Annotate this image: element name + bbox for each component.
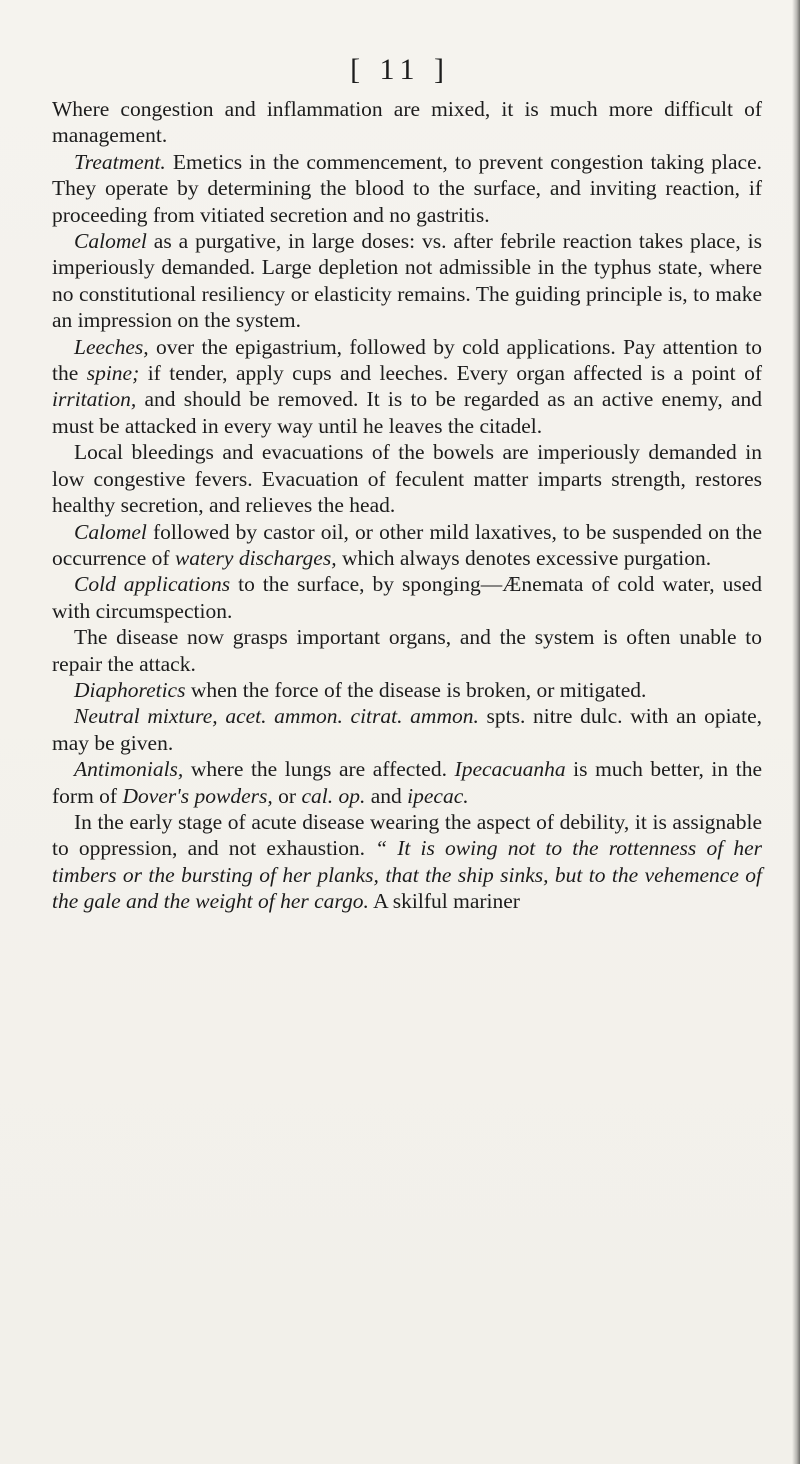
paragraph	[52, 334, 762, 440]
text-run: spts. nitre dulc. with an opiate, may be given.	[52, 704, 762, 755]
italic-text: Neutral mixture, acet. ammon. citrat. ammon.	[74, 704, 479, 729]
italic-text: spine;	[86, 361, 140, 386]
text-run: The disease now grasps important organs, and the system is often unable to repair the attack.	[52, 625, 762, 676]
italic-text: “ It is owing not to the rottenness of her timbers or the bursting of her planks, that the ship sinks, but to the vehemence of the gale and the weight of her cargo.	[52, 836, 762, 914]
text-run: Emetics in the commencement, to prevent congestion taking place. They operate by determining the blood to the surface, and inviting reaction, if proceeding from vitiated secretion and no gastritis.	[52, 149, 762, 227]
text-run: to the surface, by sponging—Ænemata of cold water, used with circumspection.	[52, 572, 762, 623]
italic-text: Leeches,	[74, 334, 149, 359]
paragraph	[52, 439, 762, 518]
paragraph	[52, 149, 762, 228]
page-edge-shadow	[792, 0, 800, 1464]
italic-text: irritation,	[52, 387, 137, 412]
paragraph	[52, 228, 762, 334]
text-run: when the force of the disease is broken, or mitigated.	[185, 677, 647, 702]
text-run: is much better, in the form of	[52, 757, 762, 808]
text-run: and should be removed. It is to be regarded as an active enemy, and must be attacked in every way until he leaves the citadel.	[52, 387, 762, 438]
paragraph	[52, 677, 762, 703]
italic-text: Treatment.	[74, 149, 166, 174]
italic-text: Diaphoretics	[74, 677, 186, 702]
text-run: A skilful mariner	[368, 889, 520, 914]
paragraph	[52, 571, 762, 624]
text-run: Local bleedings and evacuations of the bowels are imperiously demanded in low congestive fevers. Evacuation of feculent matter imparts strength, restores healthy secretion, and relieves the head.	[52, 440, 762, 518]
italic-text: Calomel	[74, 519, 147, 544]
text-run: or	[272, 783, 302, 808]
italic-text: Calomel	[74, 229, 147, 254]
italic-text: Ipecacuanha	[454, 757, 566, 782]
text-run: Where congestion and inflammation are mixed, it is much more difficult of management.	[52, 97, 762, 148]
italic-text: Cold applications	[74, 572, 231, 597]
page-number: [ 11 ]	[350, 53, 450, 86]
paragraph	[52, 96, 762, 149]
text-run: over the epigastrium, followed by cold applications. Pay attention to the	[52, 334, 762, 386]
text-run: which always denotes excessive purgation.	[336, 545, 712, 570]
italic-text: Antimonials,	[74, 757, 184, 782]
body-text	[52, 96, 762, 915]
paragraph	[52, 624, 762, 677]
text-run: In the early stage of acute disease wearing the aspect of debility, it is assignable to oppression, and not exhaustion.	[52, 809, 762, 861]
text-run: followed by castor oil, or other mild laxatives, to be suspended on the occurrence of	[52, 519, 762, 570]
paragraph	[52, 519, 762, 572]
paragraph	[52, 809, 762, 915]
italic-text: watery discharges,	[174, 545, 337, 570]
italic-text: Dover's powders,	[122, 783, 273, 808]
italic-text: ipecac.	[407, 783, 469, 808]
text-run: if tender, apply cups and leeches. Every organ affected is a point of	[139, 361, 762, 386]
text-run: as a purgative, in large doses: vs. after febrile reaction takes place, is imperiously demanded. Large depletion not admissible in the typhus state, where no constitutional resiliency or elasticity remains. The guiding principle is, to make an impression on the system.	[52, 229, 762, 333]
italic-text: cal. op.	[301, 783, 366, 808]
paragraph	[52, 703, 762, 756]
text-run: where the lungs are affected.	[183, 757, 455, 782]
text-run: and	[365, 783, 408, 808]
paragraph	[52, 756, 762, 809]
